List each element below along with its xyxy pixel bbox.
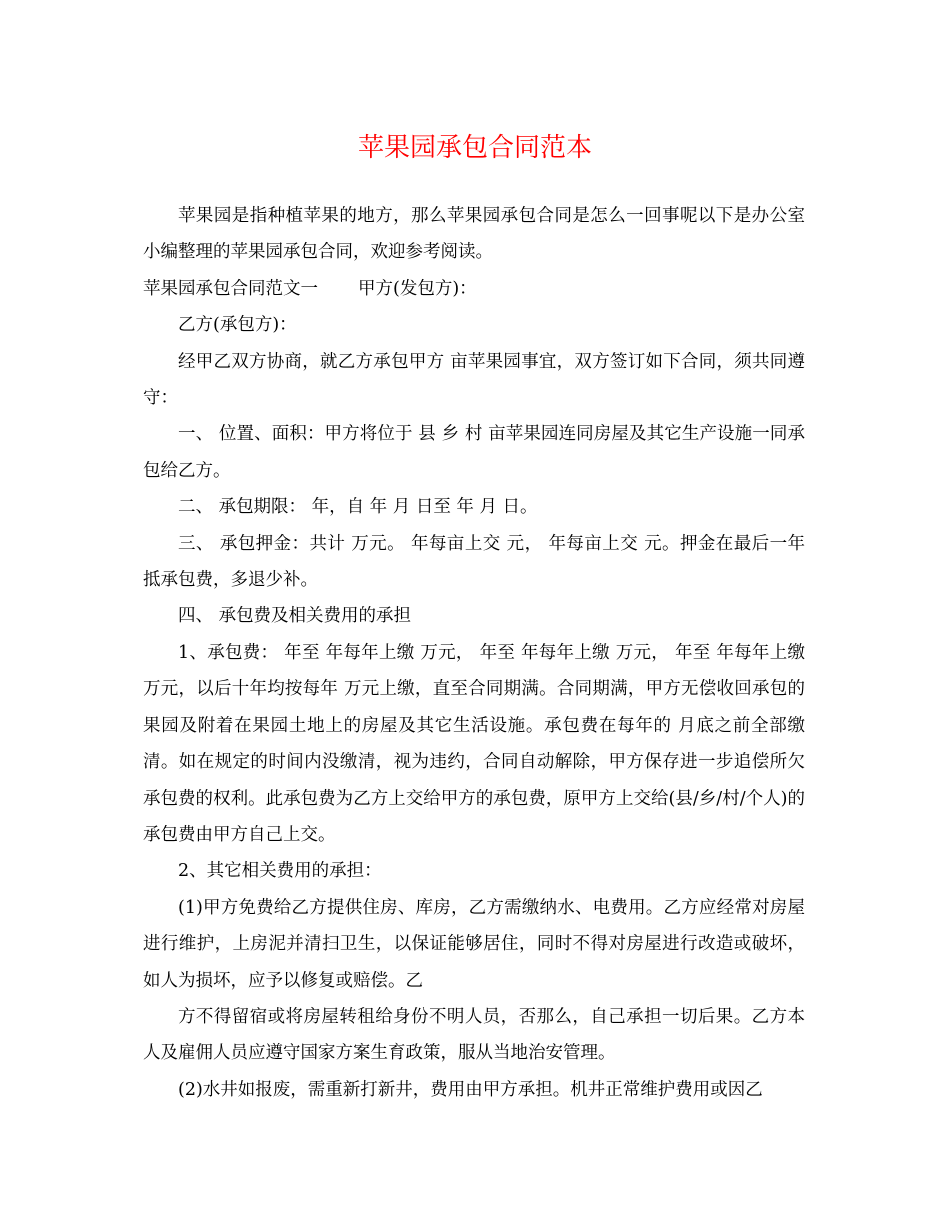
document-body bbox=[143, 198, 805, 1108]
clause-other-fees-heading: 2、其它相关费用的承担： bbox=[178, 861, 382, 882]
clause-well: (2)水井如报废，需重新打新井，费用由甲方承担。机井正常维护费用或因乙 bbox=[178, 1079, 763, 1100]
contract-heading-line bbox=[143, 271, 805, 307]
contract-sample-heading: 苹果园承包合同范文一 bbox=[143, 278, 318, 299]
clause-fees-heading: 四、 承包费及相关费用的承担 bbox=[178, 606, 412, 627]
document-title: 苹果园承包合同范本 bbox=[357, 133, 592, 163]
clause-deposit: 三、 承包押金：共计 万元。 年每亩上交 元， 年每亩上交 元。押金在最后一年抵承包费，多退少补。 bbox=[143, 533, 805, 591]
party-b-label: 乙方(承包方)： bbox=[178, 315, 297, 336]
clause-housing: (1)甲方免费给乙方提供住房、库房，乙方需缴纳水、电费用。乙方应经常对房屋进行维护，上房泥并清扫卫生，以保证能够居住，同时不得对房屋进行改造或破坏，如人为损坏，应予以修复或赔偿。乙 bbox=[143, 897, 805, 991]
clause-location-area: 一、 位置、面积：甲方将位于 县 乡 村 亩苹果园连同房屋及其它生产设施一同承包给乙方。 bbox=[143, 424, 805, 481]
preamble-paragraph: 经甲乙双方协商，就乙方承包甲方 亩苹果园事宜，双方签订如下合同，须共同遵守： bbox=[143, 351, 805, 409]
clause-contract-fee: 1、承包费： 年至 年每年上缴 万元， 年至 年每年上缴 万元， 年至 年每年上缴 万元，以后十年均按每年 万元上缴，直至合同期满。合同期满，甲方无偿收回承包的果园及附着在果园土地上的房屋及其它生活设施。承包费在每年的 月底之前全部缴清。如在规定的时间内没缴清，视为违约，合同自动解除，甲方保存进一步追偿所欠承包费的权利。此承包费为乙方上交给甲方的承包费，原甲方上交给(县/乡/村/个人)的承包费由甲方自己上交。 bbox=[143, 642, 805, 845]
clause-term: 二、 承包期限： 年，自 年 月 日至 年 月 日。 bbox=[178, 497, 538, 518]
intro-paragraph: 苹果园是指种植苹果的地方，那么苹果园承包合同是怎么一回事呢以下是办公室小编整理的苹果园承包合同，欢迎参考阅读。 bbox=[143, 206, 805, 263]
party-a-label: 甲方(发包方)： bbox=[358, 278, 477, 299]
clause-lodging: 方不得留宿或将房屋转租给身份不明人员，否那么，自己承担一切后果。乙方本人及雇佣人员应遵守国家方案生育政策，服从当地治安管理。 bbox=[143, 1006, 805, 1064]
